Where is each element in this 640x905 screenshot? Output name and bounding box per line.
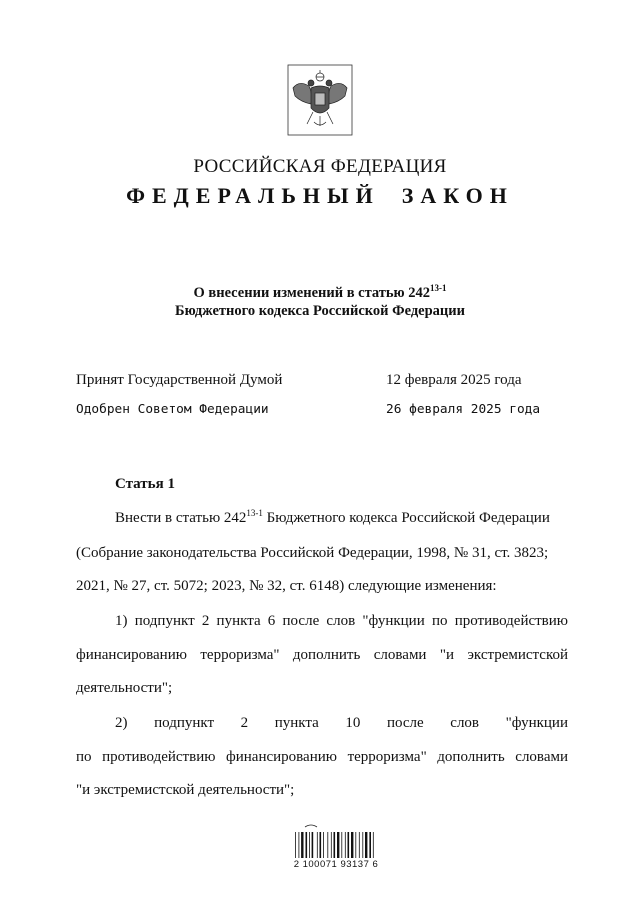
- adoption-council-row: [76, 402, 576, 417]
- law-word-2: ЗАКОН: [401, 183, 514, 208]
- article-heading: Статья 1: [115, 476, 175, 492]
- item-1-line-3: деятельности";: [76, 680, 173, 696]
- item-1-line-1: 1) подпункт 2 пункта 6 после слов "функции по противодействию: [115, 613, 568, 629]
- council-label: Одобрен Советом Федерации: [76, 402, 269, 417]
- law-word-1: ФЕДЕРАЛЬНЫЙ: [126, 183, 380, 208]
- council-date: 26 февраля 2025 года: [386, 402, 541, 417]
- law-title-line-1: О внесении изменений в статью 242$^{13-1}$: [193, 283, 447, 301]
- item-2-line-2: по противодействию финансированию терроризма" дополнить словами: [76, 749, 568, 765]
- coat-of-arms-emblem: [287, 64, 353, 136]
- barcode-number: 2 100071 93137 6: [293, 859, 379, 870]
- item-2-line-3: "и экстремистской деятельности";: [76, 782, 295, 798]
- country-heading: РОССИЙСКАЯ ФЕДЕРАЦИЯ: [193, 156, 447, 177]
- item-2-line-1: 2) подпункт 2 пункта 10 после слов "функции: [115, 715, 568, 731]
- paragraph-1-line-3: 2021, № 27, ст. 5072; 2023, № 32, ст. 6148) следующие изменения:: [76, 578, 497, 594]
- law-title-line-2: Бюджетного кодекса Российской Федерации: [174, 303, 465, 319]
- paragraph-1-line-2: (Собрание законодательства Российской Федерации, 1998, № 31, ст. 3823;: [76, 545, 549, 561]
- paragraph-1-line-1: Внести в статью 242$^{13-1}$ Бюджетного кодекса Российской Федерации: [115, 508, 550, 526]
- item-1-line-2: финансированию терроризма" дополнить словами "и экстремистской: [76, 647, 568, 663]
- duma-label: Принят Государственной Думой: [76, 372, 283, 388]
- adoption-duma-row: [76, 372, 576, 389]
- law-type-heading: [0, 183, 640, 209]
- duma-date: 12 февраля 2025 года: [386, 372, 522, 388]
